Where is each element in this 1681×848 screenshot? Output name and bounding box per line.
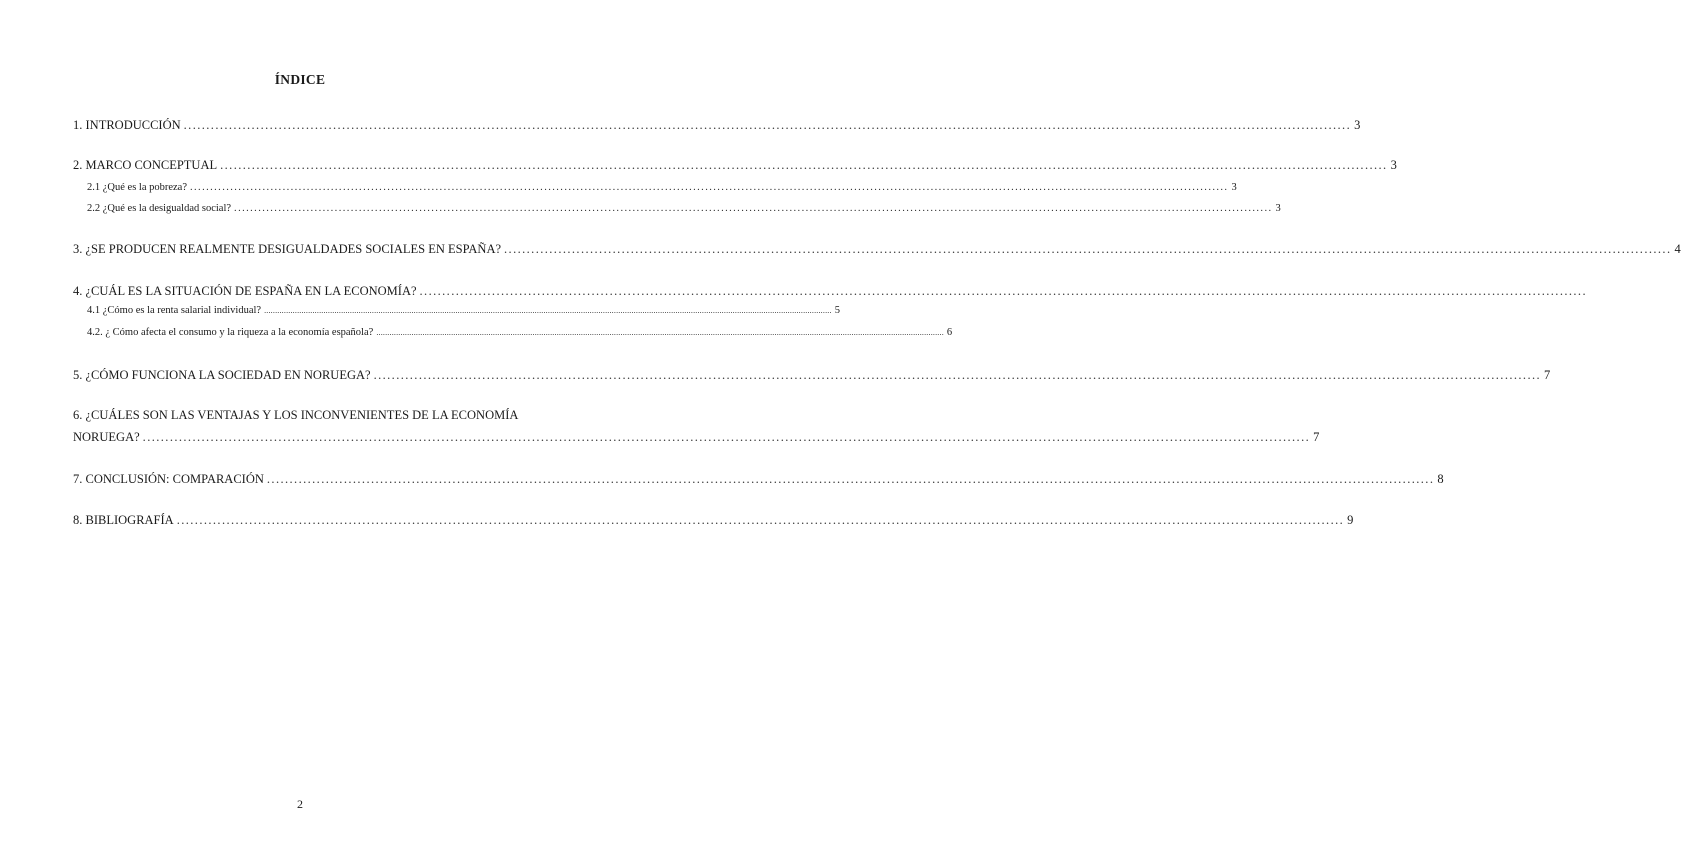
dot-leader: .................................................................................................................................................................................................................................................................. xyxy=(183,118,1352,132)
toc-entry-label: 8. BIBLIOGRAFÍA xyxy=(73,513,174,527)
toc-entry-label: 4.2. ¿ Cómo afecta el consumo y la riqueza a la economía española? xyxy=(87,327,374,338)
toc-page-number: 3 xyxy=(1231,182,1237,193)
toc-entry-label: 4.1 ¿Cómo es la renta salarial individual? xyxy=(87,305,262,316)
toc-page-number: 9 xyxy=(1347,513,1354,527)
toc-page-number: 3 xyxy=(1275,203,1281,214)
dot-leader: .................................................................................................................................................................................................................................................................. xyxy=(504,242,1672,256)
toc-page-number: 3 xyxy=(1390,158,1397,172)
toc-entry-consumo-riqueza[interactable] xyxy=(87,327,953,338)
dot-leader: .................................................................................................................................................................................................................................................................. xyxy=(142,430,1311,444)
toc-entry-desigualdad-social[interactable] xyxy=(87,203,1281,214)
toc-entry-introduccion[interactable] xyxy=(73,118,1361,133)
dot-leader: .................................................................................................................................................................................................................................................................. xyxy=(376,328,944,337)
toc-entry-label: NORUEGA? xyxy=(73,430,140,444)
page-title: ÍNDICE xyxy=(274,72,326,87)
toc-entry-label: 2.2 ¿Qué es la desigualdad social? xyxy=(87,203,232,214)
toc-entry-conclusion[interactable] xyxy=(73,472,1444,487)
dot-leader: .................................................................................................................................................................................................................................................................. xyxy=(220,158,1388,172)
dot-leader: .................................................................................................................................................................................................................................................................. xyxy=(176,513,1345,527)
dot-leader: .................................................................................................................................................................................................................................................................. xyxy=(266,472,1435,486)
toc-entry-renta-salarial[interactable] xyxy=(87,305,840,316)
dot-leader: .................................................................................................................................................................................................................................................................. xyxy=(190,182,1229,193)
toc-entry-label: 7. CONCLUSIÓN: COMPARACIÓN xyxy=(73,472,264,486)
toc-page-number: 7 xyxy=(1313,430,1320,444)
dot-leader: .................................................................................................................................................................................................................................................................. xyxy=(419,284,1587,298)
toc-entry-label: 2. MARCO CONCEPTUAL xyxy=(73,158,218,172)
toc-page-number: 3 xyxy=(1354,118,1361,132)
dot-leader: .................................................................................................................................................................................................................................................................. xyxy=(234,203,1273,214)
toc-entry-label: 4. ¿CUÁL ES LA SITUACIÓN DE ESPAÑA EN LA ECONOMÍA? xyxy=(73,284,417,298)
toc-entry-sociedad-noruega[interactable] xyxy=(73,368,1551,383)
toc-entry-ventajas-inconvenientes[interactable] xyxy=(73,430,1320,445)
dot-leader: .................................................................................................................................................................................................................................................................. xyxy=(264,306,832,315)
toc-page-number: 8 xyxy=(1437,472,1444,486)
toc-entry-desigualdades-espana[interactable] xyxy=(73,242,1681,257)
toc-page-number: 4 xyxy=(1674,242,1681,256)
toc-entry-label: 2.1 ¿Qué es la pobreza? xyxy=(87,182,187,193)
page-number: 2 xyxy=(297,797,303,811)
toc-page-number: 5 xyxy=(834,305,840,316)
toc-entry-marco-conceptual[interactable] xyxy=(73,158,1397,173)
toc-page-number: 6 xyxy=(946,327,953,338)
toc-entry-bibliografia[interactable] xyxy=(73,513,1354,528)
toc-entry-label: 5. ¿CÓMO FUNCIONA LA SOCIEDAD EN NORUEGA? xyxy=(73,368,371,382)
toc-entry-ventajas-label-line1[interactable]: 6. ¿CUÁLES SON LAS VENTAJAS Y LOS INCONVENIENTES DE LA ECONOMÍA xyxy=(73,408,519,422)
toc-entry-pobreza[interactable] xyxy=(87,182,1237,193)
toc-entry-label: 1. INTRODUCCIÓN xyxy=(73,118,181,132)
dot-leader: .................................................................................................................................................................................................................................................................. xyxy=(373,368,1542,382)
toc-page-number: 7 xyxy=(1544,368,1551,382)
toc-entry-label: 3. ¿SE PRODUCEN REALMENTE DESIGUALDADES SOCIALES EN ESPAÑA? xyxy=(73,242,502,256)
toc-entry-situacion-espana[interactable] xyxy=(73,284,1587,299)
